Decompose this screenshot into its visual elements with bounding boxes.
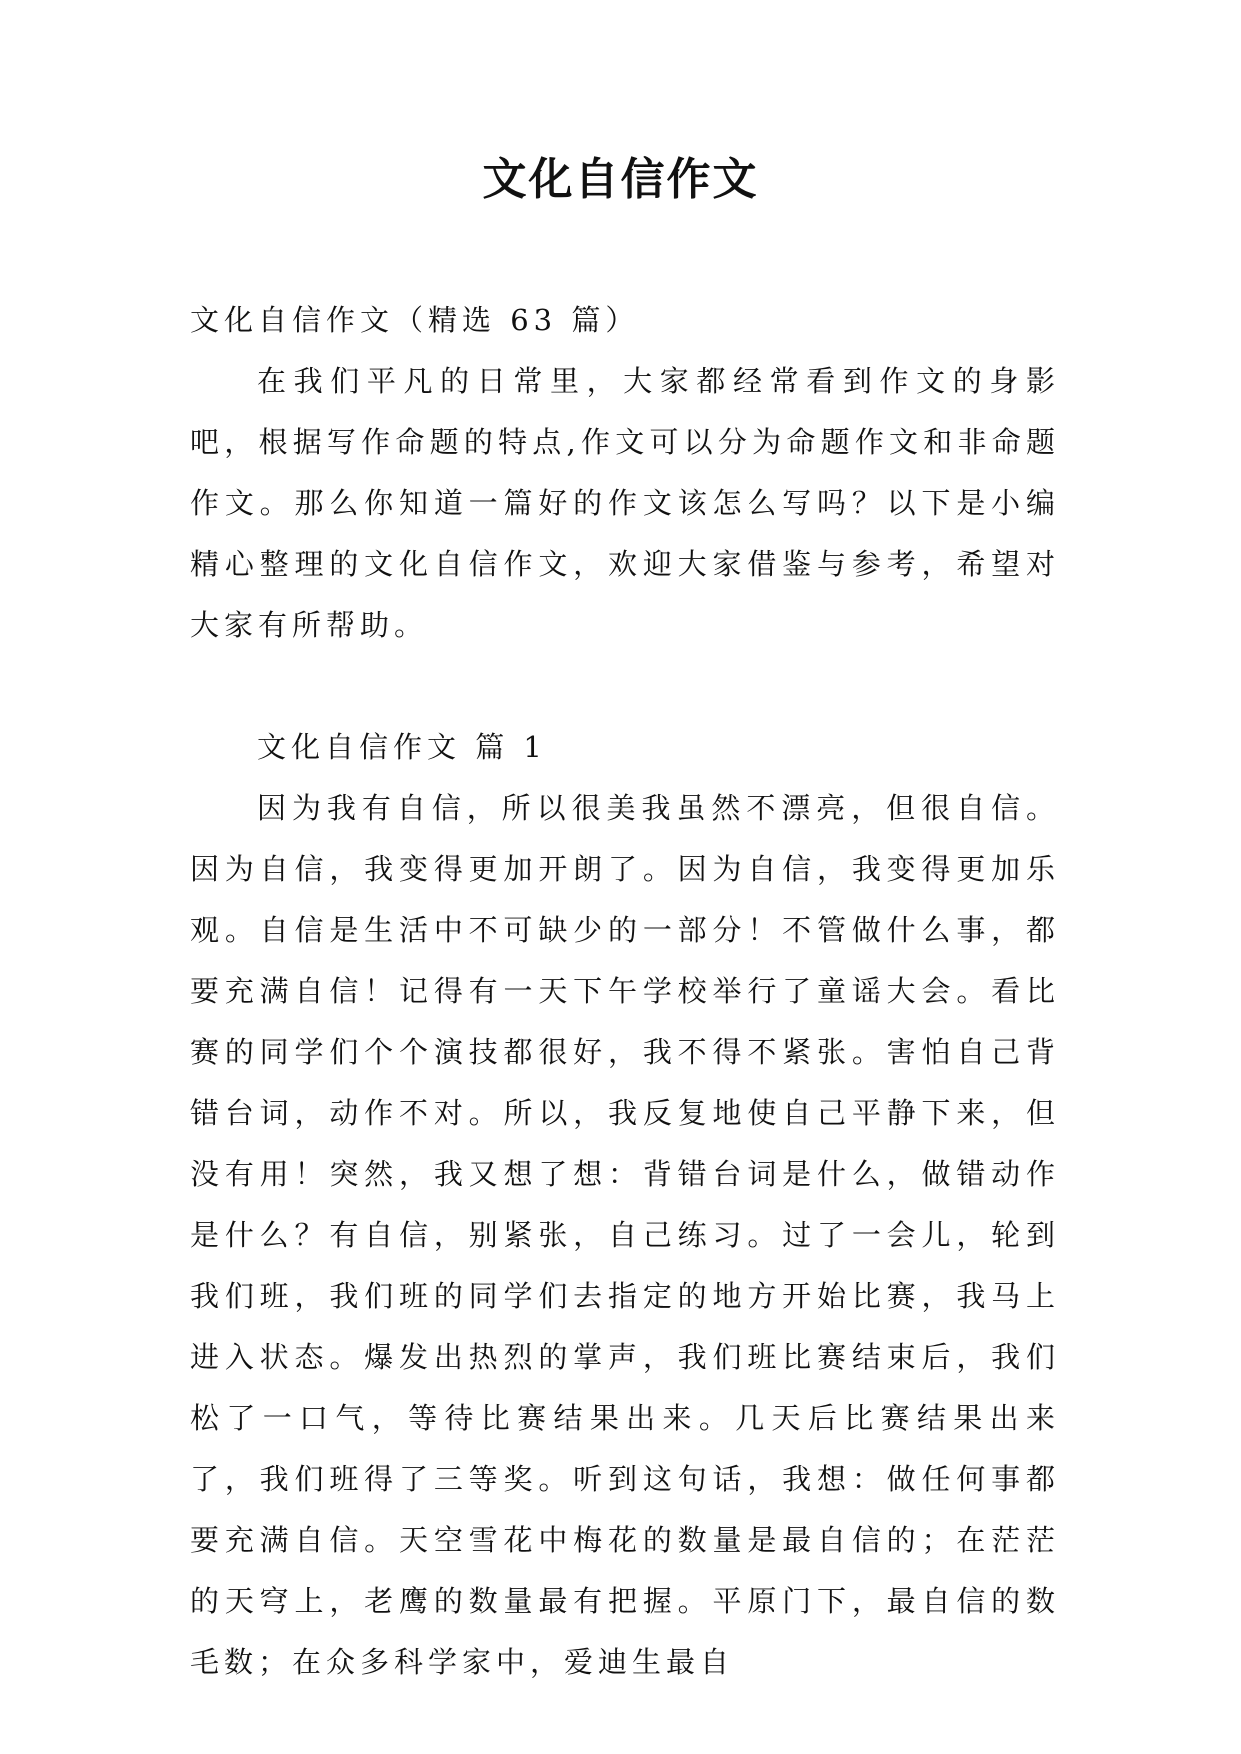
document-subtitle: 文化自信作文（精选 63 篇） <box>190 303 640 337</box>
paragraph-spacer <box>190 656 1060 717</box>
section-heading: 文化自信作文 篇 1 <box>257 730 547 764</box>
document-title: 文化自信作文 <box>482 154 759 205</box>
section-body-paragraph: 因为我有自信，所以很美我虽然不漂亮，但很自信。因为自信，我变得更加开朗了。因为自信，我变得更加乐观。自信是生活中不可缺少的一部分！不管做什么事，都要充满自信！记得有一天下午学校举行了童谣大会。看比赛的同学们个个演技都很好，我不得不紧张。害怕自己背错台词，动作不对。所以，我反复地使自己平静下来，但没有用！突然，我又想了想：背错台词是什么，做错动作是什么？有自信，别紧张，自己练习。过了一会儿，轮到我们班，我们班的同学们去指定的地方开始比赛，我马上进入状态。爆发出热烈的掌声，我们班比赛结束后，我们松了一口气，等待比赛结果出来。几天后比赛结果出来了，我们班得了三等奖。听到这句话，我想：做任何事都要充满自信。天空雪花中梅花的数量是最自信的；在茫茫的天穹上，老鹰的数量最有把握。平原门下，最自信的数毛数；在众多科学家中，爱迪生最自 <box>190 791 1060 1679</box>
document-content <box>190 290 1060 1693</box>
intro-paragraph: 在我们平凡的日常里，大家都经常看到作文的身影吧，根据写作命题的特点,作文可以分为命题作文和非命题作文。那么你知道一篇好的作文该怎么写吗？以下是小编精心整理的文化自信作文，欢迎大家借鉴与参考，希望对大家有所帮助。 <box>190 364 1060 642</box>
